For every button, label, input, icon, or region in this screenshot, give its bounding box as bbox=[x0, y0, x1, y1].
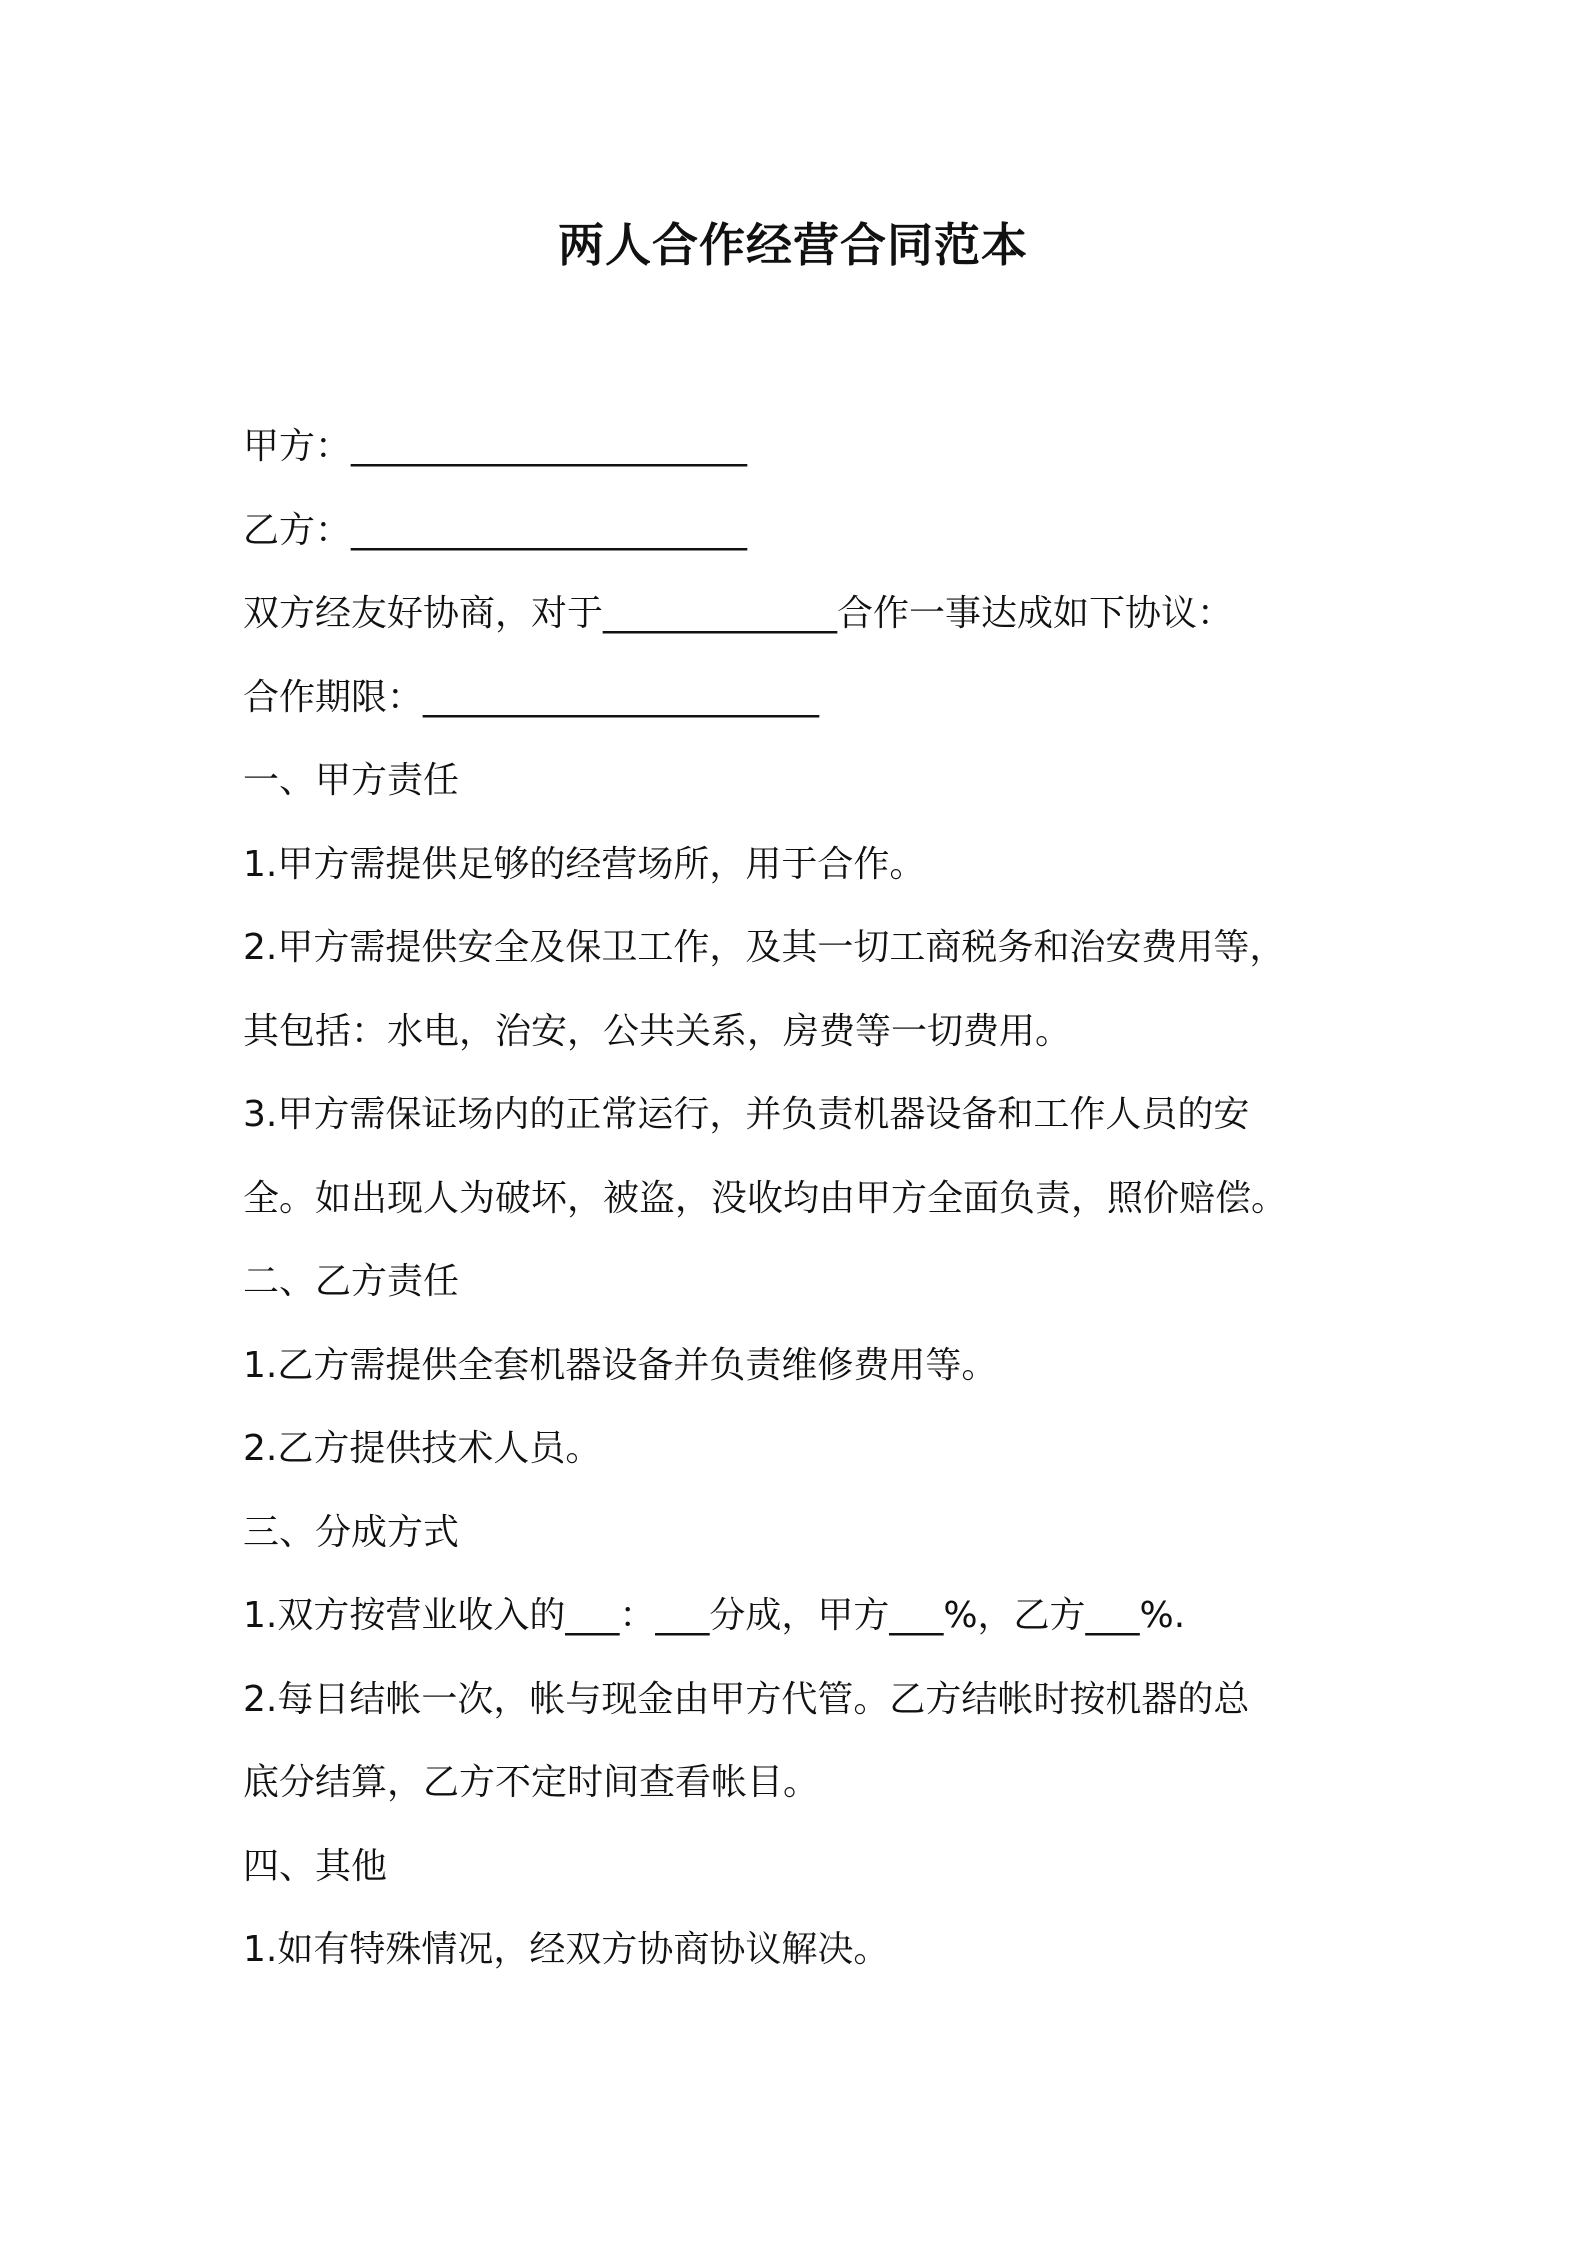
clause-c2: 2.每日结帐一次，帐与现金由甲方代管。乙方结帐时按机器的总 bbox=[243, 1678, 1250, 1720]
section-heading-party-a: 一、甲方责任 bbox=[243, 760, 460, 801]
party-a-line: 甲方：______________________ bbox=[243, 426, 748, 467]
clause-a2: 2.甲方需提供安全及保卫工作，及其一切工商税务和治安费用等， bbox=[243, 927, 1286, 968]
clause-b2: 2.乙方提供技术人员。 bbox=[243, 1428, 602, 1469]
document-body bbox=[243, 405, 1373, 1992]
clause-a3: 3.甲方需保证场内的正常运行，并负责机器设备和工作人员的安 bbox=[243, 1094, 1250, 1135]
clause-c1: 1.双方按营业收入的___：___分成，甲方___%，乙方___%. bbox=[243, 1595, 1186, 1636]
document-title: 两人合作经营合同范本 bbox=[558, 218, 1028, 272]
clause-b1: 1.乙方需提供全套机器设备并负责维修费用等。 bbox=[243, 1344, 998, 1386]
clause-c2-cont: 底分结算，乙方不定时间查看帐目。 bbox=[243, 1762, 820, 1803]
term-line: 合作期限：______________________ bbox=[243, 676, 820, 718]
clause-a1: 1.甲方需提供足够的经营场所，用于合作。 bbox=[243, 843, 926, 885]
section-heading-other: 四、其他 bbox=[243, 1845, 388, 1887]
section-heading-party-b: 二、乙方责任 bbox=[243, 1261, 460, 1302]
agreement-intro-line: 双方经友好协商，对于_____________合作一事达成如下协议： bbox=[243, 593, 1234, 634]
clause-a3-cont: 全。如出现人为破坏，被盗，没收均由甲方全面负责，照价赔偿。 bbox=[243, 1177, 1288, 1219]
section-heading-profit-split: 三、分成方式 bbox=[243, 1511, 460, 1553]
party-b-line: 乙方：______________________ bbox=[243, 509, 748, 551]
clause-a2-cont: 其包括：水电，治安，公共关系，房费等一切费用。 bbox=[243, 1010, 1072, 1052]
clause-d1: 1.如有特殊情况，经双方协商协议解决。 bbox=[243, 1929, 890, 1970]
